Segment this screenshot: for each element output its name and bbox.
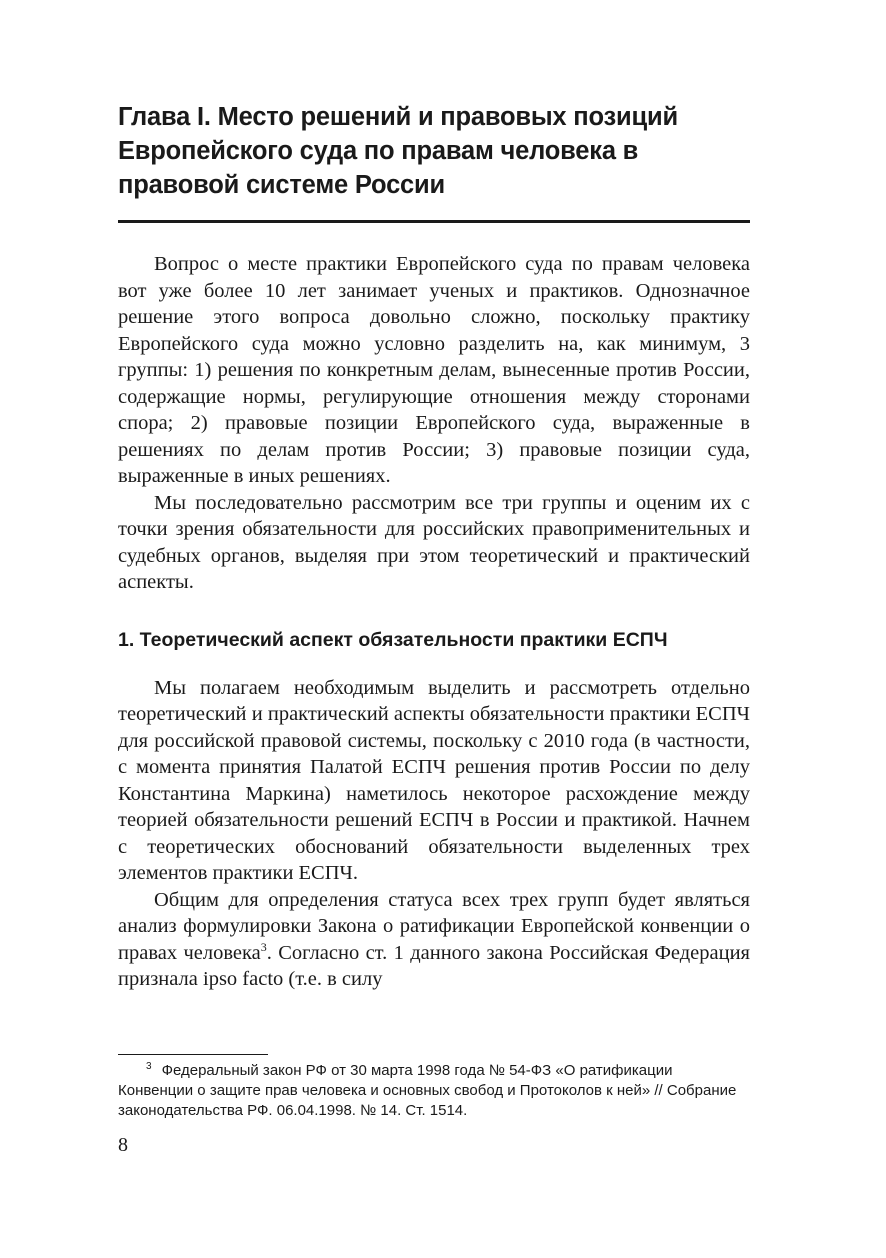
page-number: 8 [118, 1134, 128, 1156]
footnote-divider [118, 1054, 268, 1055]
intro-paragraph-1: Вопрос о месте практики Европейского суда по правам человека вот уже более 10 лет занимает ученых и практиков. Однозначное решение этого вопроса довольно сложно, поскольку практику Европейского суда можно условно разделить на, как минимум, 3 группы: 1) решения по конкретным делам, вынесенные против России, содержащие нормы, регулирующие отношения между сторонами спора; 2) правовые позиции Европейского суда, выраженные в решениях по делам против России; 3) правовые позиции суда, выраженные в иных решениях. [118, 253, 750, 487]
footnote-text: Федеральный закон РФ от 30 марта 1998 года № 54-ФЗ «О ратификации Конвенции о защите прав человека и основных свобод и Протоколов к ней» // Собрание законодательства РФ. 06.04.1998. № 14. Ст. 1514. [118, 1062, 737, 1119]
title-divider [118, 220, 750, 223]
chapter-title: Глава I. Место решений и правовых позиций Европейского суда по правам человека в правовой системе России [118, 103, 678, 199]
footnote [118, 1061, 750, 1121]
section-paragraph-1: Мы полагаем необходимым выделить и рассмотреть отдельно теоретический и практический аспекты обязательности практики ЕСПЧ для российской правовой системы, поскольку с 2010 года (в частности, с момента принятия Палатой ЕСПЧ решения против России по делу Константина Маркина) наметилось некоторое расхождение между теорией обязательности решений ЕСПЧ в России и практикой. Начнем с теоретических обоснований обязательности выделенных трех элементов практики ЕСПЧ. [118, 676, 750, 884]
footnote-reference[interactable]: 3 [260, 939, 267, 954]
section-paragraph-2-end: . Согласно ст. 1 данного закона Российская Федерация признала ipso facto (т.е. в силу [118, 941, 750, 990]
intro-paragraph-2: Мы последовательно рассмотрим все три группы и оценим их с точки зрения обязательности для российских правоприменительных и судебных органов, выделяя при этом теоретический и практический аспекты. [118, 491, 750, 593]
footnote-area [118, 1054, 750, 1121]
section-title: 1. Теоретический аспект обязательности практики ЕСПЧ [118, 628, 668, 651]
page-body [118, 100, 750, 993]
section-paragraph-2 [118, 887, 750, 993]
footnote-mark: 3 [146, 1061, 152, 1072]
section-paragraph-2-start: Общим для определения статуса всех трех групп будет являться анализ формулировки Закона о ратификации Европейской конвенции о правах человека [118, 888, 750, 964]
